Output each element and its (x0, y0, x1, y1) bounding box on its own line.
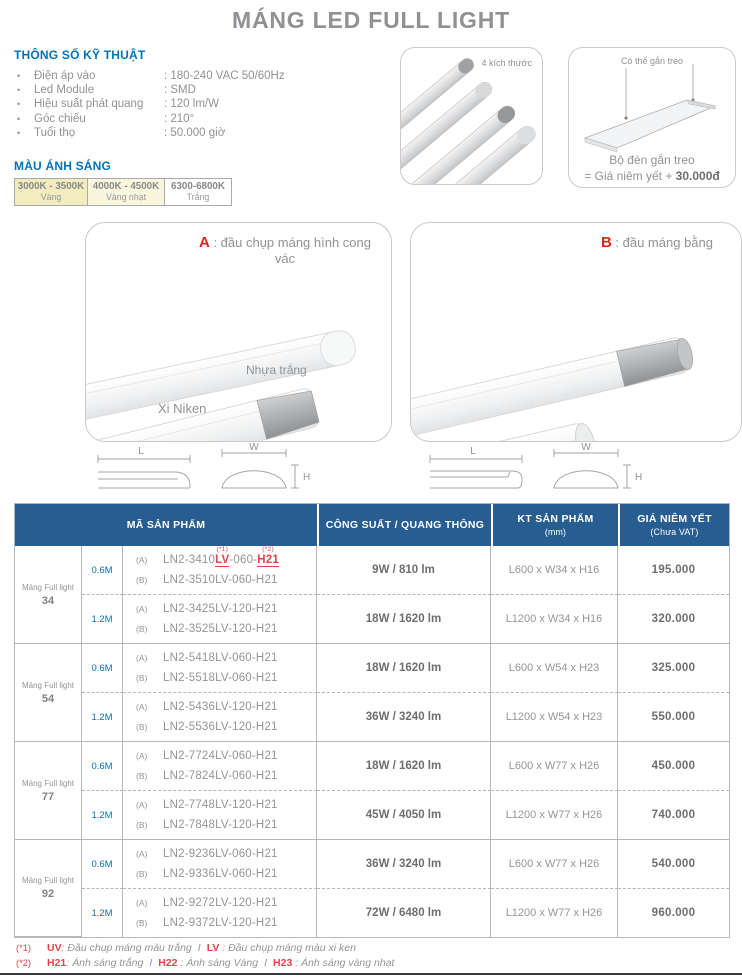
spec-row (14, 69, 379, 83)
size-cell: L1200 x W34 x H16 (491, 595, 618, 644)
footnote-desc: : Ánh sáng vàng nhạt (295, 957, 395, 969)
footnote-2 (16, 956, 394, 971)
code-lv-annotation (215, 546, 230, 566)
ab-label: (B) (136, 722, 148, 732)
footnotes (16, 941, 394, 971)
hanging-price-note (569, 169, 735, 183)
code-line-a (136, 546, 316, 570)
swatch-name: Vàng nhạt (105, 192, 147, 202)
footnote-key: LV (206, 942, 220, 954)
codes-cell (123, 644, 317, 693)
ab-label: (A) (136, 555, 148, 565)
group-name: Máng Full light (21, 778, 75, 788)
code-line-a (136, 697, 316, 717)
sizes-caption: 4 kích thước (481, 58, 532, 68)
codes-cell (123, 546, 317, 595)
group-name: Máng Full light (21, 876, 75, 885)
table-header-row (15, 504, 729, 546)
light-color-section (14, 159, 232, 206)
product-code: LN2-5518LV-060-H21 (163, 672, 278, 684)
product-code: LN2-5436LV-120-H21 (163, 701, 278, 713)
code-part: LN2-3410 (163, 554, 216, 566)
hanging-price-value: 30.000đ (675, 169, 720, 183)
hanging-price-prefix: = Giá niêm yết + (584, 169, 676, 183)
variant-a-letter: A (198, 234, 210, 251)
code-line-b (136, 619, 316, 639)
group-name: Máng Full light (21, 582, 75, 592)
footnote-marker: (*2) (16, 958, 31, 968)
footnote-ref-2: (*2) (262, 546, 274, 553)
bullet-icon: • (17, 113, 21, 124)
spec-value: : SMD (164, 84, 196, 97)
footnote-separator: I (149, 957, 153, 969)
table-row (15, 791, 729, 840)
bullet-icon: • (17, 127, 21, 138)
code-line-a (136, 599, 316, 619)
spec-row (14, 112, 379, 126)
group-cell-77 (15, 742, 82, 840)
product-code: LN2-3525LV-120-H21 (163, 623, 278, 635)
codes-cell (123, 693, 317, 742)
material-label-nickel: Xi Niken (158, 401, 207, 416)
spec-label: Góc chiếu (34, 112, 86, 125)
footnote-desc: : Ánh sáng Vàng (180, 957, 259, 969)
footnote-key: UV (47, 942, 62, 954)
code-line-a (136, 795, 316, 815)
variant-b-letter: B (600, 234, 612, 251)
code-h21: H21 (257, 554, 279, 566)
spec-label: Hiệu suất phát quang (34, 98, 144, 111)
product-code: LN2-7848LV-120-H21 (163, 819, 278, 831)
swatch-name: Vàng (40, 192, 62, 202)
product-code: LN2-9372LV-120-H21 (163, 917, 278, 929)
swatch-white (164, 178, 232, 206)
price-cell: 740.000 (618, 791, 729, 840)
swatch-row (14, 178, 232, 206)
variant-a-desc: : đầu chụp máng hình cong vác (209, 235, 372, 266)
table-row (15, 546, 729, 595)
spec-value: : 180-240 VAC 50/60Hz (164, 70, 285, 82)
ab-label: (B) (136, 869, 148, 879)
group-name: Máng Full light (21, 680, 75, 690)
dimension-diagram-b-svg (424, 443, 669, 501)
swatch-warm (14, 178, 88, 206)
variant-b-label (601, 235, 713, 251)
ab-label: (A) (136, 898, 148, 908)
ab-label: (A) (136, 751, 148, 761)
swatch-neutral (87, 178, 165, 206)
led-bar-illustration-b (411, 223, 741, 441)
power-cell: 18W / 1620 lm (317, 742, 491, 791)
spec-label: Led Module (34, 84, 95, 97)
specs-heading: THÔNG SỐ KỸ THUẬT (14, 48, 146, 62)
length-cell: 1.2M (82, 595, 123, 644)
spec-row (14, 83, 379, 97)
ab-label: (A) (136, 800, 148, 810)
length-cell: 0.6M (82, 644, 123, 693)
swatch-range: 6300-6800K (171, 181, 225, 192)
dimension-diagram-a-svg (92, 443, 337, 501)
hanging-note: Bộ đèn gắn treo (609, 153, 695, 167)
group-number: 54 (41, 692, 55, 705)
hanging-caption: Có thể gắn treo (620, 56, 684, 66)
ab-label: (B) (136, 673, 148, 683)
code-h21-annotation (257, 546, 279, 566)
product-code: LN2-5418LV-060-H21 (163, 652, 278, 664)
footnote-key: H22 (158, 957, 178, 969)
price-cell: 960.000 (651, 907, 696, 919)
dim-label-l: L (470, 446, 476, 457)
code-line-a (136, 746, 316, 766)
spec-value: : 210° (164, 112, 195, 125)
bullet-icon: • (17, 99, 21, 110)
size-cell: L600 x W77 x H26 (491, 742, 618, 791)
header-size-label: KT SẢN PHẨM (517, 513, 594, 525)
light-color-heading: MÀU ÁNH SÁNG (14, 159, 112, 173)
footnote-ref-1: (*1) (216, 546, 229, 553)
product-table (14, 503, 730, 938)
power-cell: 36W / 3240 lm (317, 840, 491, 889)
footnote-key: H21 (47, 957, 67, 969)
code-line-a (136, 648, 316, 668)
footnote-marker: (*1) (16, 943, 31, 953)
codes-cell (123, 595, 317, 644)
dim-label-h: H (303, 472, 311, 483)
ab-label: (B) (136, 771, 148, 781)
swatch-name: Trắng (186, 192, 210, 202)
variant-a-box (85, 222, 392, 442)
footnote-text (47, 941, 356, 956)
size-cell: L1200 x W77 x H26 (491, 791, 618, 840)
group-cell-54 (15, 644, 82, 742)
group-number: 34 (41, 594, 55, 607)
led-tubes-illustration (401, 48, 542, 184)
spec-row (14, 126, 379, 140)
size-cell: L1200 x W54 x H23 (491, 693, 618, 742)
ab-label: (B) (136, 624, 148, 634)
code-line-b (136, 815, 316, 835)
spec-row (14, 97, 379, 111)
table-row (15, 595, 729, 644)
ab-label: (B) (136, 820, 148, 830)
bullet-icon: • (17, 85, 21, 96)
footnote-text (47, 956, 394, 971)
material-label-plastic: Nhựa trắng (246, 363, 307, 377)
ab-label: (A) (136, 653, 148, 663)
variant-b-box (410, 222, 742, 442)
footnote-desc: : Đầu chụp máng màu trắng (61, 942, 192, 954)
product-code (163, 546, 279, 566)
table-row (15, 840, 729, 889)
header-price-label: GIÁ NIÊM YẾT (637, 513, 712, 525)
product-code: LN2-9236LV-060-H21 (163, 848, 278, 860)
dim-label-l: L (138, 446, 144, 457)
ab-label: (B) (136, 575, 148, 585)
codes-cell (123, 742, 317, 791)
code-line-b (136, 766, 316, 786)
product-code: LN2-3425LV-120-H21 (163, 603, 278, 615)
power-cell: 9W / 810 lm (317, 546, 491, 595)
spec-value: : 50.000 giờ (164, 126, 226, 139)
ab-label: (A) (136, 604, 148, 614)
product-code: LN2-9336LV-060-H21 (163, 868, 278, 880)
length-cell: 0.6M (82, 546, 123, 595)
product-code: LN2-5536LV-120-H21 (163, 721, 278, 733)
group-number: 77 (41, 790, 55, 803)
length-cell: 1.2M (82, 693, 123, 742)
table-row (15, 742, 729, 791)
dim-label-w: W (249, 443, 259, 453)
length-cell: 0.6M (82, 742, 123, 791)
table-row (15, 889, 729, 937)
code-line-b (136, 570, 316, 590)
price-cell: 450.000 (618, 742, 729, 791)
page-title: MÁNG LED FULL LIGHT (232, 7, 510, 33)
product-code: LN2-9272LV-120-H21 (163, 897, 278, 909)
header-product-code: MÃ SẢN PHẨM (15, 504, 317, 546)
size-cell: L600 x W77 x H26 (491, 840, 618, 889)
group-cell-34 (15, 546, 82, 644)
ab-label: (A) (136, 702, 148, 712)
variant-a-label (195, 235, 375, 267)
dim-label-h: H (635, 472, 643, 483)
product-code: LN2-7748LV-120-H21 (163, 799, 278, 811)
codes-cell (123, 840, 317, 889)
power-cell: 36W / 3240 lm (317, 693, 491, 742)
bullet-icon: • (17, 71, 21, 81)
size-cell: L600 x W34 x H16 (491, 546, 618, 595)
dim-label-w: W (581, 443, 591, 453)
header-power: CÔNG SUẤT / QUANG THÔNG (317, 504, 491, 546)
footer-rule (0, 973, 742, 975)
price-cell: 195.000 (618, 546, 729, 595)
specs-list (14, 69, 379, 140)
code-lv: LV (215, 554, 230, 566)
group-number: 92 (41, 888, 55, 900)
codes-cell (123, 889, 317, 937)
code-part: -060- (229, 554, 258, 566)
price-cell: 320.000 (618, 595, 729, 644)
length-cell: 1.2M (82, 791, 123, 840)
power-cell: 18W / 1620 lm (317, 595, 491, 644)
spec-value: : 120 lm/W (164, 98, 219, 111)
product-code: LN2-7824LV-060-H21 (163, 770, 278, 782)
header-size (491, 504, 618, 546)
price-cell: 325.000 (618, 644, 729, 693)
product-code: LN2-7724LV-060-H21 (163, 750, 278, 762)
spec-label: Tuổi thọ (34, 126, 76, 139)
swatch-range: 3000K - 3500K (17, 181, 85, 192)
code-line-b (136, 717, 316, 737)
technical-specs-section (14, 48, 379, 140)
group-cell-92 (15, 840, 82, 937)
header-size-unit: (mm) (544, 527, 567, 537)
table-row (15, 644, 729, 693)
variant-b-desc: : đầu máng bằng (611, 235, 713, 250)
header-price-note: (Chưa VAT) (650, 527, 699, 537)
footnote-1 (16, 941, 394, 956)
price-cell: 550.000 (618, 693, 729, 742)
power-cell: 72W / 6480 lm (317, 889, 491, 937)
price-cell: 540.000 (618, 840, 729, 889)
dimension-diagram-a (92, 443, 337, 506)
length-cell: 0.6M (82, 840, 123, 889)
spec-label: Điện áp vào (34, 70, 96, 82)
ab-label: (B) (136, 918, 148, 928)
footnote-desc: : Đầu chụp máng màu xi ken (222, 942, 356, 954)
swatch-range: 4000K - 4500K (92, 181, 160, 192)
footnote-desc: : Ánh sáng trắng (66, 957, 144, 969)
hanging-feature-box (568, 47, 736, 188)
footnote-key: H23 (273, 957, 293, 969)
size-cell: L600 x W54 x H23 (491, 644, 618, 693)
code-line-a (136, 844, 316, 864)
code-line-a (136, 893, 316, 913)
dimension-diagram-b (424, 443, 669, 506)
code-line-b (136, 864, 316, 884)
code-line-b (136, 668, 316, 688)
power-cell: 18W / 1620 lm (317, 644, 491, 693)
length-cell: 1.2M (82, 889, 123, 937)
size-cell: L1200 x W77 x H26 (491, 889, 618, 937)
footnote-separator: I (197, 942, 201, 954)
codes-cell (123, 791, 317, 840)
header-price (618, 504, 729, 546)
ab-label: (A) (136, 849, 148, 859)
power-cell: 45W / 4050 lm (317, 791, 491, 840)
sizes-feature-box (400, 47, 543, 185)
code-line-b (136, 913, 316, 933)
product-code: LN2-3510LV-060-H21 (163, 574, 278, 586)
table-row (15, 693, 729, 742)
footnote-separator: I (264, 957, 268, 969)
